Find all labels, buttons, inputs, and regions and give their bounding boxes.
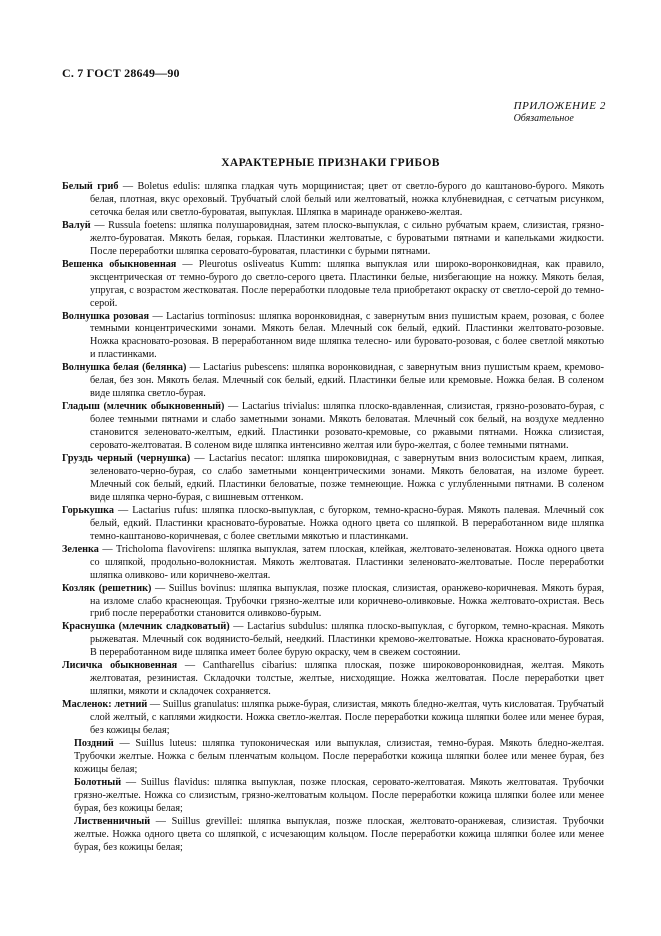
document-title: ХАРАКТЕРНЫЕ ПРИЗНАКИ ГРИБОВ bbox=[221, 157, 440, 169]
entry-text: — Lactarius trivialus: шляпка плоско-вдавленная, слизистая, грязно-розовато-бурая, с более темными пятнами и слабо заметными зонами. Мякоть беловатая. Млечный сок белый, на воздухе медленно становится зеленовато-желтым, едкий. Пластинки розовато-кремовые, со ржавыми пятнами. Ножка слизистая, серовато-желтоватая. В соленом виде шляпка интенсивно желтая или буро-желтая, с более темными пятнами. bbox=[90, 401, 604, 452]
entry-term: Горькушка bbox=[62, 504, 114, 516]
entry-text: — Tricholoma flavovirens: шляпка выпуклая, затем плоская, клейкая, желтовато-зеленоватая. Ножка одного цвета со шляпкой, продольно-волокнистая. Мякоть желтоватая. Пластинки зеленовато-желтоватые. После переработки шляпка оливково- или коричнево-желтая. bbox=[90, 543, 604, 581]
entry-text: — Suillus bovinus: шляпка выпуклая, позже плоская, слизистая, оранжево-коричневая. Мякоть бурая, на изломе слабо краснеющая. Трубочки грязно-желтые или коричнево-оливковые. Ножка желтовато-охристая. Весь гриб после переработки становится оливково-бурым. bbox=[90, 582, 605, 620]
entry-term: Зеленка bbox=[62, 543, 99, 555]
subentry-text: — Suillus luteus: шляпка тупоконическая или выпуклая, слизистая, темно-бурая. Мякоть бледно-желтая. Трубочки желтые. Ножка с белым пленчатым кольцом. После переработки кожица шляпки более или менее бурая, без кожицы белая; bbox=[74, 737, 604, 775]
entry-paragraph bbox=[62, 311, 604, 363]
entry-term: Козляк (решетник) bbox=[62, 582, 152, 594]
entry-term: Масленок: летний bbox=[62, 699, 148, 711]
entry-term: Краснушка (млечник сладковатый) bbox=[62, 621, 230, 633]
appendix-status: Обязательное bbox=[513, 113, 574, 124]
entry-paragraph bbox=[62, 699, 604, 738]
entry-paragraph bbox=[62, 453, 604, 505]
entry-term: Лисичка обыкновенная bbox=[62, 660, 178, 672]
page-header: С. 7 ГОСТ 28649—90 bbox=[62, 66, 180, 80]
entry-term: Валуй bbox=[62, 219, 91, 231]
entry-paragraph bbox=[62, 544, 604, 583]
appendix-label: ПРИЛОЖЕНИЕ 2 bbox=[513, 100, 606, 112]
subentry-term: Лиственничный bbox=[74, 815, 151, 827]
entry-text: — Lactarius subdulus: шляпка плоско-выпуклая, с бугорком, темно-красная. Мякоть рыжеватая. Млечный сок водянисто-белый, неедкий. Пластинки кремово-желтоватые. Ножка красновато-буроватая. В переработанном виде шляпка имеет более бурую окраску, чем в свежем состоянии. bbox=[90, 621, 605, 659]
entry-term: Вешенка обыкновенная bbox=[62, 258, 177, 270]
document-body bbox=[62, 181, 604, 855]
entry-paragraph bbox=[62, 660, 604, 699]
entry-text: — Cantharellus cibarius: шляпка плоская, позже широковоронковидная, желтая. Мякоть желтоватая, резинистая. Складочки толстые, желтые, нисходящие. Ножка желтоватая. После переработки цвет шляпки, мякоти и складочек сохраняется. bbox=[90, 660, 605, 698]
entry-text: — Lactarius rufus: шляпка плоско-выпуклая, с бугорком, темно-красно-бурая. Мякоть палевая. Млечный сок белый, едкий. Пластинки красновато-буроватые. Ножка одного цвета со шляпкой. В переработанном виде шляпка темно-каштаново-коричневая, с более светлыми мякотью и пластинками. bbox=[90, 504, 604, 542]
subentry-term: Болотный bbox=[74, 776, 122, 788]
entry-term: Белый гриб bbox=[62, 181, 119, 192]
entry-term: Волнушка белая (белянка) bbox=[62, 362, 187, 374]
entry-text: — Boletus edulis: шляпка гладкая чуть морщинистая; цвет от светло-бурого до каштаново-бурого. Мякоть белая, плотная, вкус ореховый. Трубчатый слой белый или желтоватый, ножка клубневидная, с сетчатым рисунком, сеточка белая или светло-буроватая, выпуклая. Шляпка в маринаде оранжево-желтая. bbox=[90, 181, 604, 218]
entry-term: Гладыш (млечник обыкновенный) bbox=[62, 401, 225, 413]
entry-paragraph bbox=[62, 362, 604, 401]
entry-text: — Lactarius necator: шляпка широковидная, с завернутым вниз волосистым краем, липкая, зеленовато-черно-бурая, со слабо заметными концентрическими зонами. Мякоть беловатая, на изломе буреет. Млечный сок белый, едкий. Пластинки беловатые, позже темнеющие. Ножка с углубленными пятнами. В соленом виде шляпка черно-бурая, с вишневым оттенком. bbox=[90, 453, 604, 503]
entry-text: — Lactarius pubescens: шляпка воронковидная, с завернутым вниз пушистым краем, кремово-белая, без зон. Мякоть белая. Млечный сок белый, едкий. Пластинки белые или кремовые. Ножка белая. В соленом виде шляпка светло-бурая. bbox=[90, 362, 604, 400]
subentry-paragraph bbox=[74, 738, 604, 777]
entry-text: — Russula foetens: шляпка полушаровидная, затем плоско-выпуклая, с сильно рубчатым краем, слизистая, грязно-желто-буроватая. Мякоть белая, горькая. Пластинки желтоватые, с буроватыми пятнами и капельками жидкости. После переработки шляпка серовато-буроватая, пластинки с бурыми пятнами. bbox=[90, 219, 604, 257]
entry-term: Груздь черный (чернушка) bbox=[62, 453, 191, 465]
entry-paragraph bbox=[62, 583, 604, 622]
entry-text: — Lactarius torminosus: шляпка воронковидная, с завернутым вниз пушистым краем, розовая, с более темными концентрическими зонами. Мякоть белая. Млечный сок белый, едкий. Пластинки желтовато-розовые. Ножка красновато-розовая. В переработанном виде шляпка телесно- или буровато-розовая, с более светлой мякотью и пластинками. bbox=[90, 310, 604, 361]
entry-paragraph bbox=[62, 621, 604, 660]
entry-paragraph bbox=[62, 181, 604, 220]
subentry-text: — Suillus grevillei: шляпка выпуклая, позже плоская, желтовато-оранжевая, слизистая. Трубочки желтые. Ножка одного цвета со шляпкой, с исчезающим кольцом. После переработки кожица шляпки более или менее бурая, без кожицы белая; bbox=[74, 815, 604, 853]
subentry-paragraph bbox=[74, 816, 604, 855]
subentry-term: Поздний bbox=[74, 737, 114, 749]
subentry-text: — Suillus flavidus: шляпка выпуклая, позже плоская, серовато-желтоватая. Мякоть желтоватая. Трубочки грязно-желтые. Ножка со слизистым, грязно-желтоватым кольцом. После переработки кожица шляпки более или менее бурая, без кожицы белая; bbox=[74, 776, 604, 814]
entry-text: — Pleurotus osliveatus Kumm: шляпка выпуклая или широко-воронковидная, как правило, эксцентрическая от темно-бурого до светло-серого цвета. Пластинки белые, низбегающие на ножку. Мякоть белая, упругая, с возрастом жестковатая. После переработки плодовые тела приобретают окраску от светло-серой до темно-серой. bbox=[90, 258, 604, 309]
entry-term: Волнушка розовая bbox=[62, 310, 150, 322]
entry-text: — Suillus granulatus: шляпка рыже-бурая, слизистая, мякоть бледно-желтая, чуть кисловатая. Трубчатый слой желтый, с каплями жидкости. Ножка светло-желтая. После переработки кожица шляпки более или менее бурая, без кожицы белая; bbox=[90, 699, 604, 737]
entry-paragraph bbox=[62, 220, 604, 259]
entry-paragraph bbox=[62, 505, 604, 544]
entry-paragraph bbox=[62, 401, 604, 453]
entry-paragraph bbox=[62, 259, 604, 311]
appendix-block bbox=[514, 100, 606, 124]
subentry-paragraph bbox=[74, 777, 604, 816]
